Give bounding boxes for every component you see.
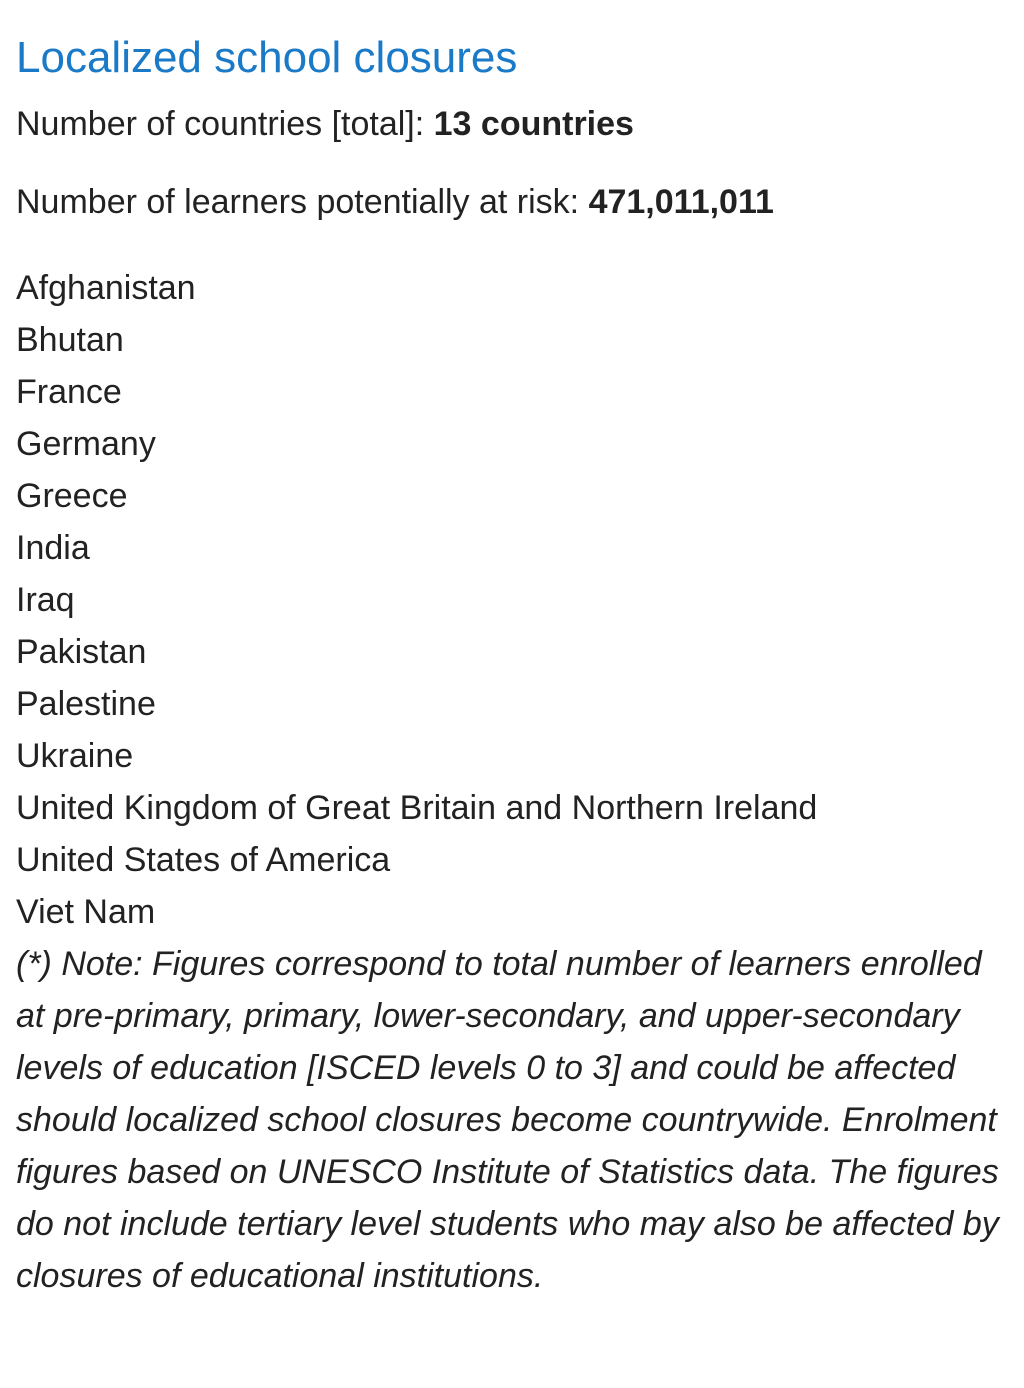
country-item: United Kingdom of Great Britain and Northern Ireland [16,789,818,827]
country-item: Viet Nam [16,893,156,931]
country-item: Bhutan [16,321,124,359]
countries-total-label: Number of countries [total]: [16,105,434,143]
footnote: (*) Note: Figures correspond to total number of learners enrolled at pre-primary, primary, lower-secondary, and upper-secondary levels of education [ISCED levels 0 to 3] and could be affected should localized school closures become countrywide. Enrolment figures based on UNESCO Institute of Statistics data. The figures do not include tertiary level students who may also be affected by closures of educational institutions. [16,945,999,1295]
learners-at-risk-stat [16,180,1008,224]
country-item: Afghanistan [16,269,196,307]
page-title: Localized school closures [16,33,518,82]
learners-at-risk-label: Number of learners potentially at risk: [16,183,589,221]
country-item: Germany [16,425,156,463]
country-item: Iraq [16,581,75,619]
country-list [16,262,1008,938]
country-item: Pakistan [16,633,147,671]
country-item: Ukraine [16,737,134,775]
country-item: India [16,529,90,567]
country-item: France [16,373,122,411]
country-item: United States of America [16,841,391,879]
country-item: Greece [16,477,128,515]
countries-total-stat [16,102,1008,146]
country-item: Palestine [16,685,156,723]
countries-total-value: 13 countries [433,105,634,143]
learners-at-risk-value: 471,011,011 [588,183,774,221]
